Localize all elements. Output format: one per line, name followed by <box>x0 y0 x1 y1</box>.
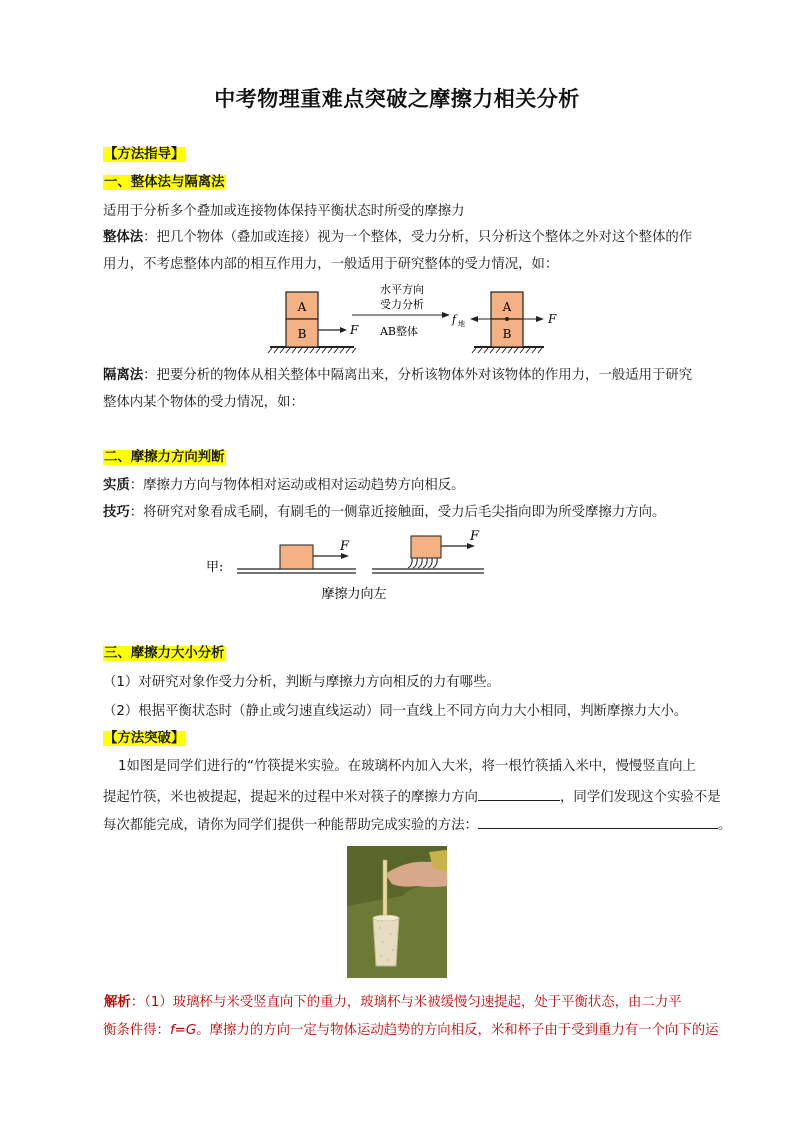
right-box <box>411 536 441 558</box>
left-block-a-label: A <box>297 300 307 314</box>
right-force-arrowhead <box>536 316 544 322</box>
section1-intro: 适用于分析多个叠加或连接物体保持平衡状态时所受的摩擦力 <box>103 204 465 219</box>
question1-line2a: 提起竹筷，米也被提起，提起米的过程中米对筷子的摩擦力方向 <box>103 790 478 805</box>
question1-line3a: 每次都能完成，请你为同学们提供一种能帮助完成实验的方法： <box>103 818 478 833</box>
section1-heading-text: 一、整体法与隔离法 <box>104 175 225 190</box>
analysis-formula: f=G <box>169 1023 197 1038</box>
left-force-label: F <box>340 539 350 554</box>
left-box <box>280 545 313 569</box>
size-item2: （2）根据平衡状态时（静止或匀速直线运动）同一直线上不同方向力大小相同，判断摩擦力大小。 <box>103 704 688 719</box>
brush-bristles <box>408 558 437 568</box>
left-force-label: F <box>350 323 359 337</box>
method-guide-label: 【方法指导】 <box>104 147 185 162</box>
tip-line <box>103 504 665 522</box>
answer-blank-1[interactable] <box>478 786 560 801</box>
tip-text: ：将研究对象看成毛刷，有刷毛的一侧靠近接触面，受力后毛尖指向即为所受摩擦力方向。 <box>129 505 666 520</box>
section3-heading-text: 三、摩擦力大小分析 <box>104 646 225 661</box>
jia-label: 甲: <box>206 560 224 575</box>
arrow-top-line1: 水平方向 <box>380 283 424 296</box>
question1-line3b: 。 <box>717 818 732 833</box>
right-force-label: F <box>470 529 480 544</box>
whole-method-label: 整体法 <box>103 230 144 245</box>
section3-heading <box>103 645 226 663</box>
isolate-method-line1 <box>103 367 692 385</box>
friction-arrowhead <box>470 316 478 322</box>
rice-cup <box>373 918 399 966</box>
answer-blank-2[interactable] <box>478 814 718 829</box>
left-force-arrowhead <box>340 327 347 333</box>
essence-text: ：摩擦力方向与物体相对运动或相对运动趋势方向相反。 <box>129 478 465 493</box>
page-title: 中考物理重难点突破之摩擦力相关分析 <box>214 86 580 111</box>
method-break-tag <box>103 730 185 748</box>
question1-line2 <box>103 786 721 807</box>
whole-method-text1: ：把几个物体（叠加或连接）视为一个整体，受力分析，只分析这个整体之外对这个整体的作 <box>143 230 693 245</box>
method-guide-tag <box>103 146 185 164</box>
isolate-method-line2: 整体内某个物体的受力情况，如： <box>103 395 304 410</box>
right-block-a-label: A <box>502 300 512 314</box>
whole-method-line2: 用力，不考虑整体内部的相互作用力，一般适用于研究整体的受力情况，如： <box>103 257 559 272</box>
section2-heading-text: 二、摩擦力方向判断 <box>104 450 225 465</box>
left-ground-hatching <box>268 348 356 353</box>
section2-heading <box>103 449 226 467</box>
arrow-bottom-label: AB整体 <box>379 325 419 338</box>
question1-line2b: ，同学们发现这个实验不是 <box>559 790 721 805</box>
right-ground-hatching <box>472 348 542 353</box>
question1-line3 <box>103 814 731 835</box>
essence-line <box>103 477 465 495</box>
friction-subscript: 地 <box>458 320 465 328</box>
analysis-line2b: 。摩擦力的方向一定与物体运动趋势的方向相反，米和杯子由于受到重力有一个向下的运 <box>196 1023 719 1038</box>
method-break-label: 【方法突破】 <box>104 731 185 746</box>
right-force-label: F <box>548 312 557 326</box>
whole-method-figure <box>262 281 572 359</box>
analysis-line2a: 衡条件得： <box>103 1023 170 1038</box>
tip-label: 技巧 <box>103 505 130 520</box>
whole-method-line1 <box>103 229 692 247</box>
analysis-line1 <box>104 994 682 1012</box>
size-item1: （1）对研究对象作受力分析，判断与摩擦力方向相反的力有哪些。 <box>103 675 500 690</box>
analysis-text1: ：（1）玻璃杯与米受竖直向下的重力，玻璃杯与米被缓慢匀速提起，处于平衡状态，由二力平 <box>130 995 682 1010</box>
analysis-arrowhead <box>442 312 450 318</box>
chopstick-rice-photo <box>347 846 447 978</box>
brush-figure <box>204 528 486 604</box>
isolate-method-text1: ：把要分析的物体从相关整体中隔离出来，分析该物体外对该物体的作用力，一般适用于研究 <box>143 368 693 383</box>
arrow-top-line2: 受力分析 <box>380 298 424 311</box>
friction-label: f <box>452 313 457 326</box>
essence-label: 实质 <box>103 478 130 493</box>
right-block-b-label: B <box>502 327 512 341</box>
question1-line1: 1如图是同学们进行的“竹筷提米实验。在玻璃杯内加入大米，将一根竹筷插入米中，慢慢竖直向上 <box>118 759 696 774</box>
isolate-method-label: 隔离法 <box>103 368 144 383</box>
analysis-line2 <box>103 1022 719 1040</box>
analysis-label: 解析 <box>104 995 131 1010</box>
section1-heading <box>103 174 226 192</box>
left-block-b-label: B <box>297 327 307 341</box>
brush-caption: 摩擦力向左 <box>321 587 387 602</box>
